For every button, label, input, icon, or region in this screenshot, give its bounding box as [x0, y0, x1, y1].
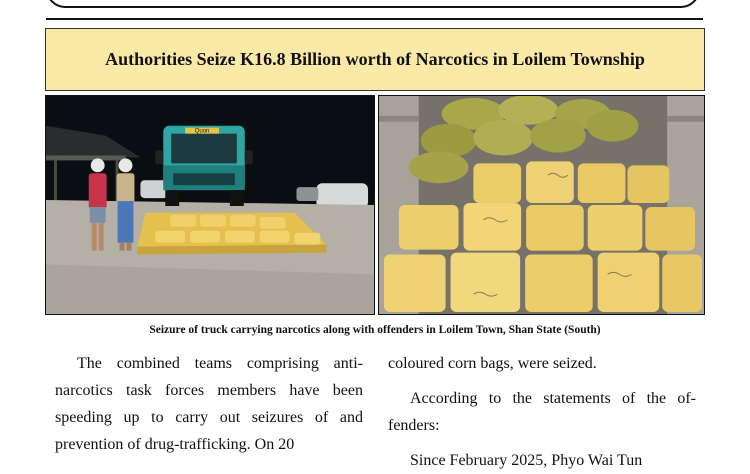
truck-logo: Quon	[194, 128, 210, 135]
article-paragraph: The combined teams comprising anti-narcotics task forces members have been speeding up to carry out seizures of and prevention of drug-trafficking. On 20	[55, 355, 363, 453]
article-headline: Authorities Seize K16.8 Billion worth of Narcotics in Loilem Township	[105, 49, 645, 69]
top-frame-border	[46, 0, 700, 8]
article-paragraph: Since February 2025, Phyo Wai Tun	[410, 452, 643, 469]
top-divider	[46, 18, 703, 20]
article-column-right	[388, 350, 696, 474]
photo-caption: Seizure of truck carrying narcotics along with offenders in Loilem Town, Shan State (South)	[149, 324, 601, 336]
photo-bags-in-truck	[378, 95, 705, 315]
photo-truck-offenders-image	[46, 96, 374, 314]
article-paragraph: coloured corn bags, were seized.	[388, 355, 597, 372]
photo-bags-in-truck-image	[379, 96, 704, 314]
article-paragraph: According to the statements of the of-fenders:	[388, 390, 696, 434]
article-column-left	[55, 350, 363, 458]
photo-truck-offenders	[45, 95, 375, 315]
headline-banner	[45, 28, 705, 91]
